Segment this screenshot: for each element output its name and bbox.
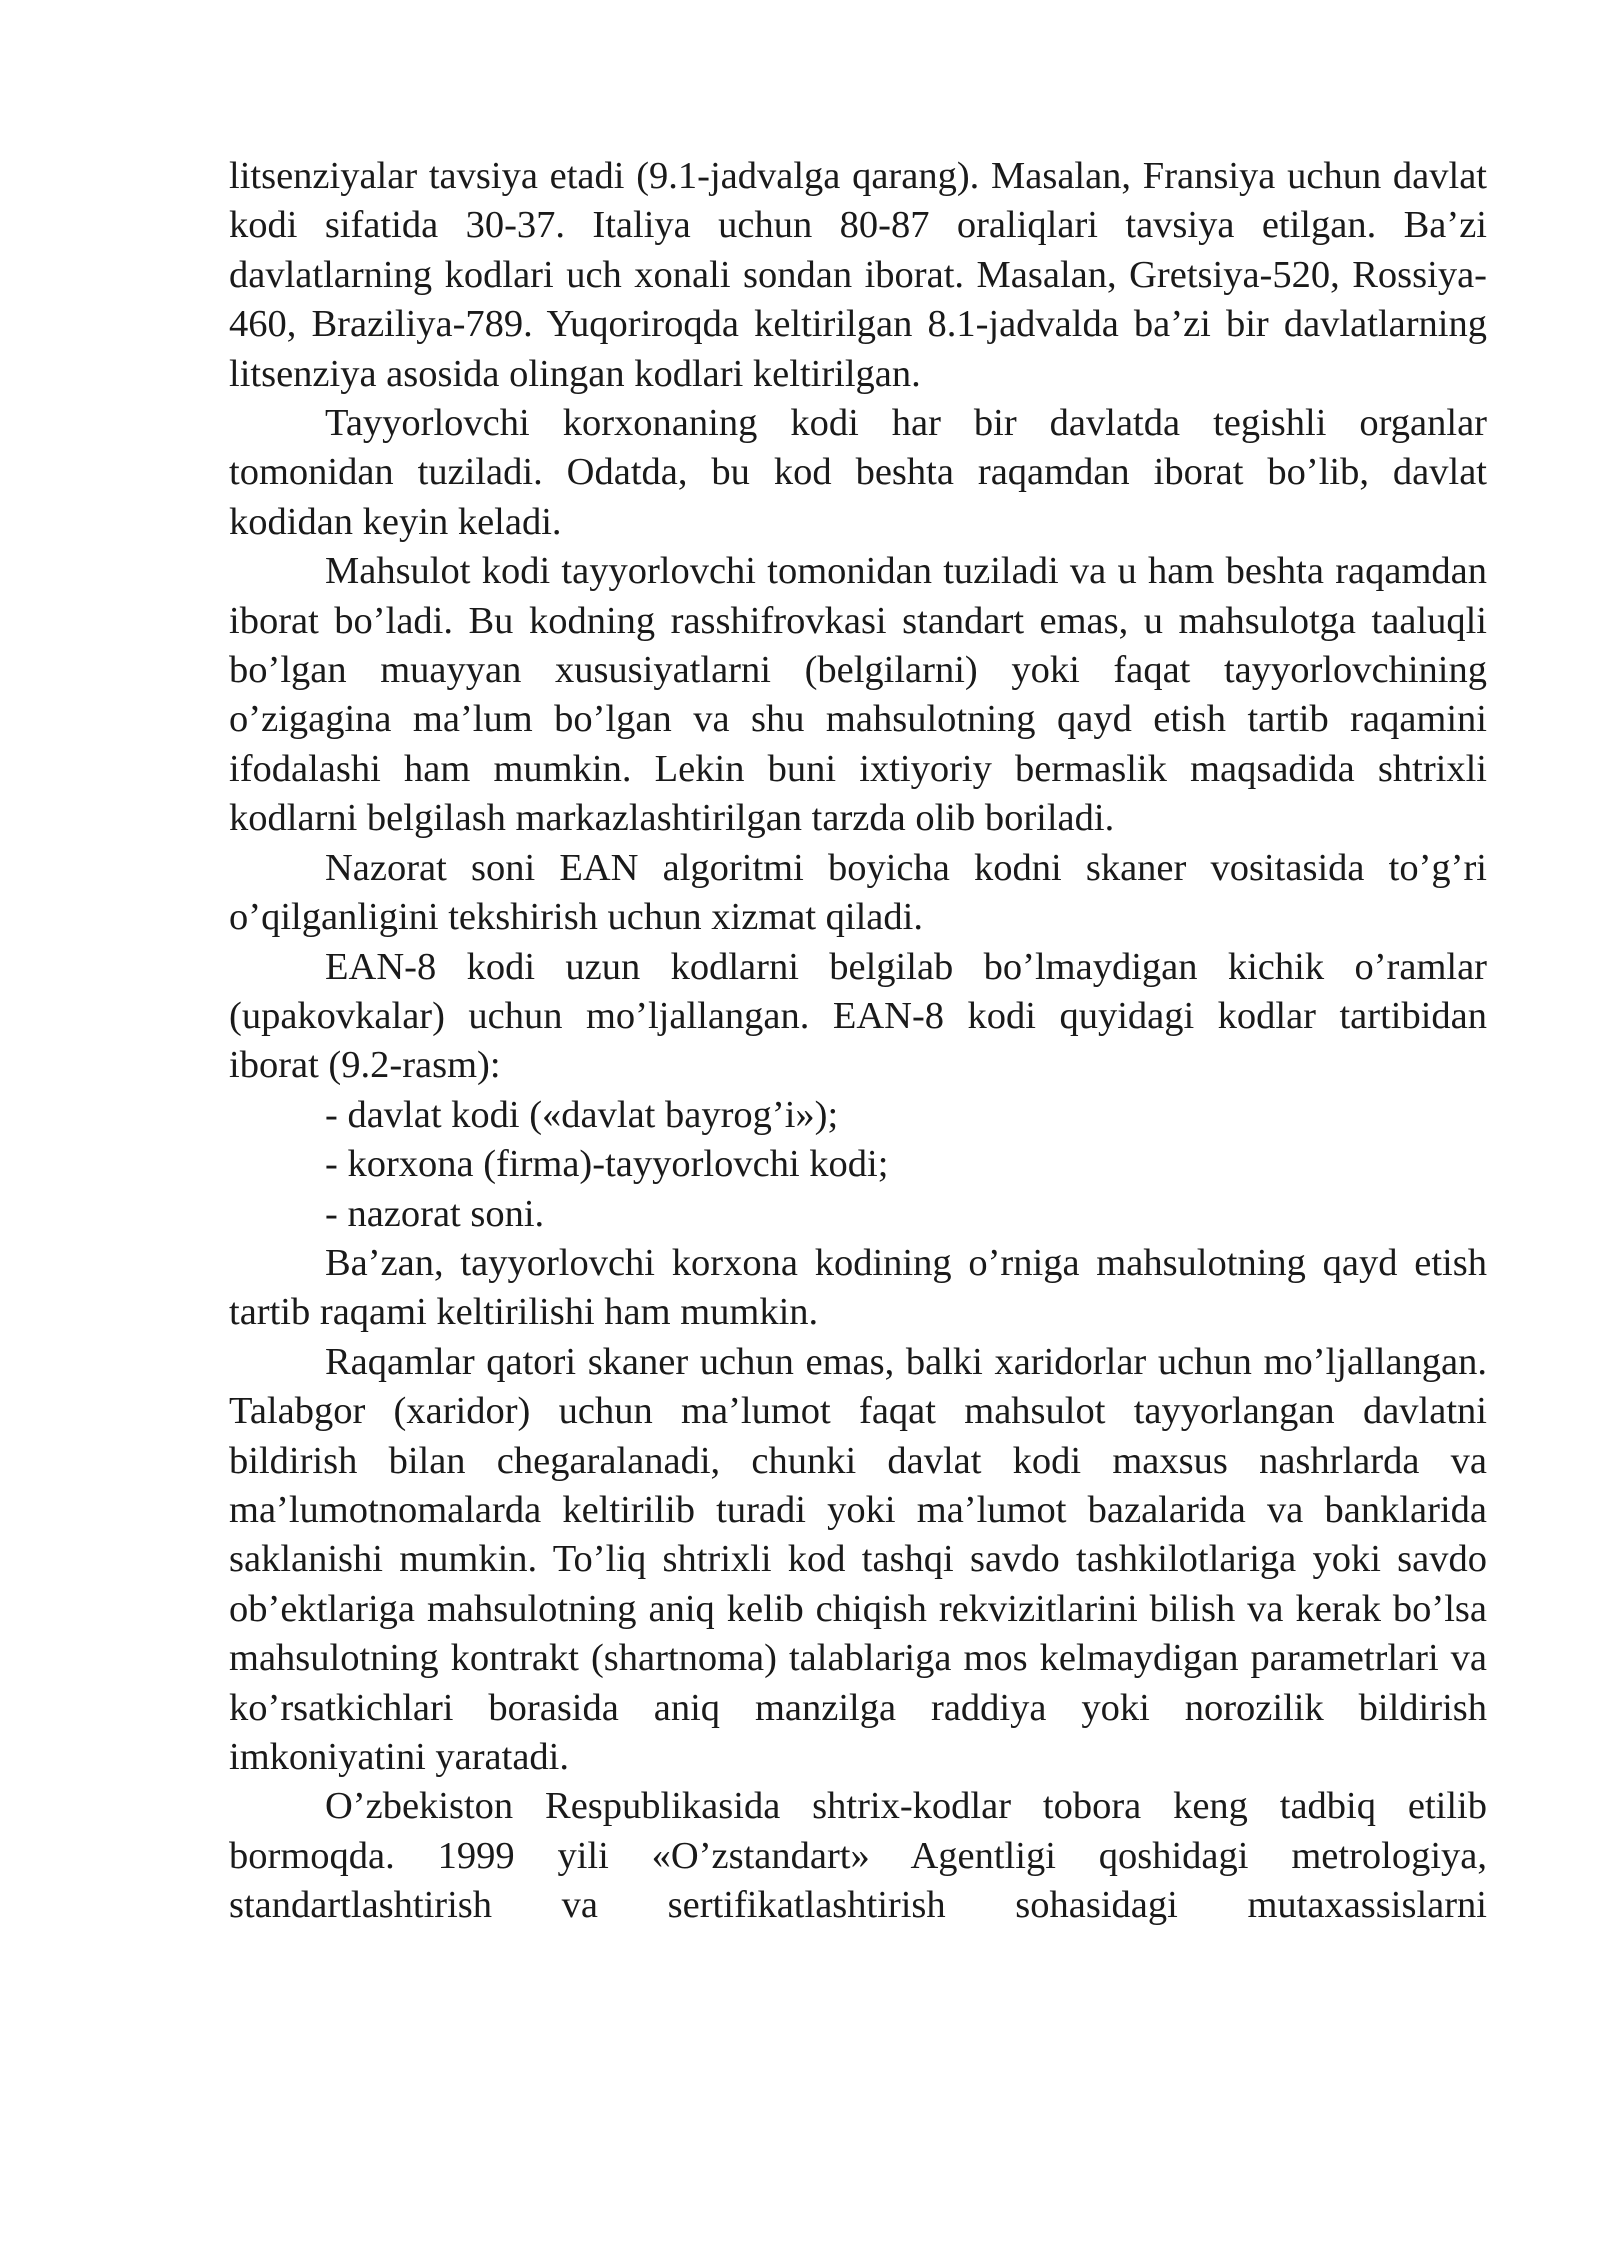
list-item-manufacturer-code: - korxona (firma)-tayyorlovchi kodi;: [325, 1143, 889, 1186]
paragraph-check-digit: Nazorat soni EAN algoritmi boyicha kodni skaner vositasida to’g’ri o’qilganligini tekshirish uchun xizmat qiladi.: [229, 846, 1487, 939]
paragraph-uzbekistan: O’zbekiston Respublikasida shtrix-kodlar tobora keng tadbiq etilib bormoqda. 1999 yili «O’zstandart» Agentligi qoshidagi metrologiya, standartlashtirish va sertifikatlashtirish sohasidagi mutaxassislarni: [229, 1785, 1487, 1927]
paragraph-registration-number: Ba’zan, tayyorlovchi korxona kodining o’rniga mahsulotning qayd etish tartib raqami keltirilishi ham mumkin.: [229, 1241, 1487, 1334]
paragraph-digit-row: Raqamlar qatori skaner uchun emas, balki xaridorlar uchun mo’ljallangan. Talabgor (xaridor) uchun ma’lumot faqat mahsulot tayyorlangan davlatni bildirish bilan chegaralanadi, chunki davlat kodi maxsus nashrlarda va ma’lumotnomalarda keltirilib turadi yoki ma’lumot bazalarida va banklarida saklanishi mumkin. To’liq shtrixli kod tashqi savdo tashkilotlariga yoki savdo ob’ektlariga mahsulotning aniq kelib chiqish rekvizitlarini bilish va kerak bo’lsa mahsulotning kontrakt (shartnoma) talablariga mos kelmaydigan parametrlari va ko’rsatkichlari borasida aniq manzilga raddiya yoki norozilik bildirish imkoniyatini yaratadi.: [229, 1340, 1487, 1778]
list-item-check-digit: - nazorat soni.: [325, 1192, 545, 1235]
list-item-country-code: - davlat kodi («davlat bayrog’i»);: [325, 1093, 839, 1136]
body-text: [229, 152, 1487, 1931]
paragraph-manufacturer-code: Tayyorlovchi korxonaning kodi har bir davlatda tegishli organlar tomonidan tuziladi. Odatda, bu kod beshta raqamdan iborat bo’lib, davlat kodidan keyin keladi.: [229, 402, 1487, 543]
paragraph-continuation: litsenziyalar tavsiya etadi (9.1-jadvalga qarang). Masalan, Fransiya uchun davlat kodi sifatida 30-37. Italiya uchun 80-87 oraliqlari tavsiya etilgan. Ba’zi davlatlarning kodlari uch xonali sondan iborat. Masalan, Gretsiya-520, Rossiya-460, Braziliya-789. Yuqoriroqda keltirilgan 8.1-jadvalda ba’zi bir davlatlarning litsenziya asosida olingan kodlari keltirilgan.: [229, 155, 1487, 395]
paragraph-ean8: EAN-8 kodi uzun kodlarni belgilab bo’lmaydigan kichik o’ramlar (upakovkalar) uchun mo’ljallangan. EAN-8 kodi quyidagi kodlar tartibidan iborat (9.2-rasm):: [229, 945, 1487, 1087]
paragraph-product-code: Mahsulot kodi tayyorlovchi tomonidan tuziladi va u ham beshta raqamdan iborat bo’ladi. Bu kodning rasshifrovkasi standart emas, u mahsulotga taaluqli bo’lgan muayyan xususiyatlarni (belgilarni) yoki faqat tayyorlovchining o’zigagina ma’lum bo’lgan va shu mahsulotning qayd etish tartib raqamini ifodalashi ham mumkin. Lekin buni ixtiyoriy bermaslik maqsadida shtrixli kodlarni belgilash markazlashtirilgan tarzda olib boriladi.: [229, 550, 1487, 840]
